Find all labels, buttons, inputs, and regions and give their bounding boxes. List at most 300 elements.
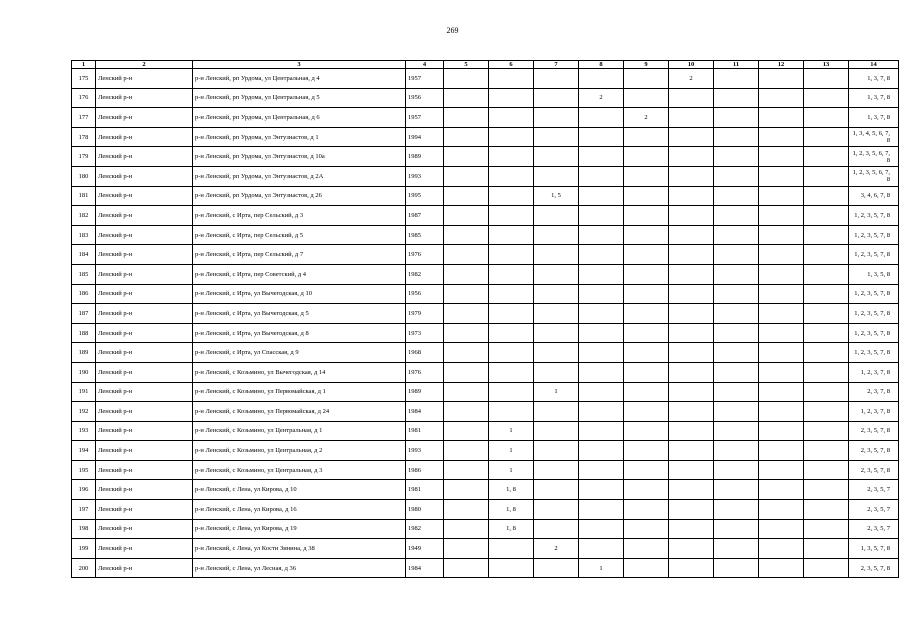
- table-cell: [444, 69, 489, 89]
- table-cell: [534, 206, 579, 226]
- table-cell: [534, 460, 579, 480]
- table-cell: р-н Ленский, с Лена, ул Кости Зинина, д 38: [193, 539, 406, 559]
- table-cell: [804, 69, 849, 89]
- table-cell: [444, 402, 489, 422]
- table-cell: [669, 323, 714, 343]
- table-cell: [624, 88, 669, 108]
- table-cell: Ленский р-н: [96, 88, 193, 108]
- table-cell: [444, 264, 489, 284]
- table-cell: [669, 166, 714, 186]
- table-header-row: [72, 61, 899, 69]
- table-cell: [444, 108, 489, 128]
- table-cell: [444, 519, 489, 539]
- table-cell: [579, 264, 624, 284]
- table-cell: [759, 108, 804, 128]
- table-cell: 1, 3, 7, 8: [849, 88, 899, 108]
- table-cell: [714, 480, 759, 500]
- table-cell: [804, 245, 849, 265]
- table-cell: [759, 206, 804, 226]
- table-row: [72, 362, 899, 382]
- table-cell: Ленский р-н: [96, 441, 193, 461]
- table-cell: 1957: [406, 69, 444, 89]
- table-row: [72, 166, 899, 186]
- table-row: [72, 441, 899, 461]
- column-header: 11: [714, 61, 759, 69]
- table-cell: [804, 147, 849, 167]
- table-cell: 195: [72, 460, 96, 480]
- table-cell: р-н Ленский, с Ирта, пер Сельский, д 5: [193, 225, 406, 245]
- table-cell: [444, 460, 489, 480]
- table-body: [72, 69, 899, 578]
- table-cell: 192: [72, 402, 96, 422]
- table-cell: [624, 69, 669, 89]
- table-cell: [579, 69, 624, 89]
- table-cell: 198: [72, 519, 96, 539]
- table-cell: 1, 3, 5, 8: [849, 264, 899, 284]
- table-cell: 1979: [406, 304, 444, 324]
- table-cell: [759, 539, 804, 559]
- table-cell: [444, 480, 489, 500]
- table-cell: 1986: [406, 460, 444, 480]
- table-row: [72, 539, 899, 559]
- table-cell: [444, 539, 489, 559]
- table-cell: [669, 245, 714, 265]
- table-cell: Ленский р-н: [96, 166, 193, 186]
- table-cell: [624, 323, 669, 343]
- table-cell: [489, 284, 534, 304]
- table-cell: [759, 421, 804, 441]
- table-cell: 2, 3, 5, 7, 8: [849, 421, 899, 441]
- table-cell: [534, 480, 579, 500]
- table-cell: [579, 539, 624, 559]
- table-cell: [759, 402, 804, 422]
- table-cell: [669, 304, 714, 324]
- table-cell: [759, 225, 804, 245]
- table-cell: [534, 147, 579, 167]
- table-cell: р-н Ленский, с Ирта, пер Советский, д 4: [193, 264, 406, 284]
- table-cell: [804, 225, 849, 245]
- table-cell: р-н Ленский, с Козьмино, ул Первомайская, д 1: [193, 382, 406, 402]
- table-cell: [714, 421, 759, 441]
- table-row: [72, 460, 899, 480]
- column-header: 12: [759, 61, 804, 69]
- table-cell: [714, 206, 759, 226]
- table-cell: [579, 402, 624, 422]
- table-cell: [444, 421, 489, 441]
- table-cell: [624, 519, 669, 539]
- table-cell: [579, 304, 624, 324]
- table-cell: 184: [72, 245, 96, 265]
- table-cell: [669, 421, 714, 441]
- column-header: 13: [804, 61, 849, 69]
- table-cell: [444, 441, 489, 461]
- table-cell: Ленский р-н: [96, 264, 193, 284]
- table-cell: [759, 382, 804, 402]
- table-cell: 2, 3, 5, 7: [849, 519, 899, 539]
- table-cell: 1976: [406, 245, 444, 265]
- table-cell: [579, 245, 624, 265]
- table-cell: 190: [72, 362, 96, 382]
- table-cell: 178: [72, 127, 96, 147]
- table-cell: [624, 186, 669, 206]
- table-cell: [804, 323, 849, 343]
- table-row: [72, 500, 899, 520]
- table-cell: р-н Ленский, с Лена, ул Кирова, д 19: [193, 519, 406, 539]
- table-cell: [624, 421, 669, 441]
- table-cell: [669, 225, 714, 245]
- table-cell: [534, 108, 579, 128]
- table-cell: [714, 108, 759, 128]
- table-cell: р-н Ленский, с Ирта, ул Вычегодская, д 10: [193, 284, 406, 304]
- table-cell: [759, 264, 804, 284]
- table-cell: р-н Ленский, с Козьмино, ул Вычегодская, д 14: [193, 362, 406, 382]
- table-cell: [714, 304, 759, 324]
- table-row: [72, 225, 899, 245]
- column-header: 3: [193, 61, 406, 69]
- table-cell: [444, 88, 489, 108]
- table-cell: 1, 3, 7, 8: [849, 69, 899, 89]
- table-cell: Ленский р-н: [96, 539, 193, 559]
- table-cell: [714, 402, 759, 422]
- table-cell: 1989: [406, 147, 444, 167]
- table-cell: [714, 225, 759, 245]
- table-cell: 1968: [406, 343, 444, 363]
- table-cell: 177: [72, 108, 96, 128]
- table-cell: [489, 225, 534, 245]
- table-cell: [624, 500, 669, 520]
- table-cell: Ленский р-н: [96, 382, 193, 402]
- table-cell: [489, 108, 534, 128]
- table-cell: 188: [72, 323, 96, 343]
- table-cell: р-н Ленский, рп Урдома, ул Энтузиастов, д 26: [193, 186, 406, 206]
- table-cell: Ленский р-н: [96, 421, 193, 441]
- table-cell: [579, 421, 624, 441]
- table-cell: [669, 539, 714, 559]
- table-cell: [579, 225, 624, 245]
- table-cell: [489, 323, 534, 343]
- table-cell: Ленский р-н: [96, 362, 193, 382]
- table-cell: Ленский р-н: [96, 460, 193, 480]
- table-cell: 196: [72, 480, 96, 500]
- table-cell: [759, 88, 804, 108]
- table-cell: р-н Ленский, с Козьмино, ул Первомайская, д 24: [193, 402, 406, 422]
- table-cell: 1957: [406, 108, 444, 128]
- table-cell: [534, 441, 579, 461]
- table-cell: [534, 558, 579, 578]
- table-cell: [714, 519, 759, 539]
- table-cell: 1, 2, 3, 7, 8: [849, 402, 899, 422]
- table-cell: [489, 539, 534, 559]
- table-cell: [714, 382, 759, 402]
- table-cell: [579, 382, 624, 402]
- table-cell: [534, 69, 579, 89]
- table-cell: р-н Ленский, с Козьмино, ул Центральная, д 2: [193, 441, 406, 461]
- table-cell: 2, 3, 5, 7: [849, 480, 899, 500]
- table-cell: [624, 402, 669, 422]
- table-cell: [804, 127, 849, 147]
- table-cell: [669, 206, 714, 226]
- table-cell: 1, 2, 3, 5, 6, 7, 8: [849, 166, 899, 186]
- table-cell: 1984: [406, 402, 444, 422]
- table-cell: [759, 460, 804, 480]
- table-cell: [669, 264, 714, 284]
- table-cell: [804, 264, 849, 284]
- table-cell: [669, 460, 714, 480]
- table-cell: [444, 206, 489, 226]
- table-row: [72, 245, 899, 265]
- table-cell: р-н Ленский, рп Урдома, ул Энтузиастов, д 1: [193, 127, 406, 147]
- table-cell: 200: [72, 558, 96, 578]
- table-cell: [534, 166, 579, 186]
- table-cell: [714, 323, 759, 343]
- table-cell: [624, 264, 669, 284]
- table-cell: Ленский р-н: [96, 500, 193, 520]
- table-cell: [669, 108, 714, 128]
- table-cell: 183: [72, 225, 96, 245]
- table-cell: [489, 343, 534, 363]
- table-cell: 1, 8: [489, 500, 534, 520]
- table-cell: 1: [489, 421, 534, 441]
- table-cell: [489, 558, 534, 578]
- table-cell: [759, 186, 804, 206]
- table-cell: [624, 147, 669, 167]
- table-cell: [804, 421, 849, 441]
- table-cell: [804, 519, 849, 539]
- table-cell: [534, 421, 579, 441]
- table-cell: 1984: [406, 558, 444, 578]
- table-cell: 1956: [406, 284, 444, 304]
- table-cell: [759, 147, 804, 167]
- table-row: [72, 69, 899, 89]
- table-cell: [444, 382, 489, 402]
- table-row: [72, 147, 899, 167]
- table-cell: [804, 206, 849, 226]
- table-cell: [714, 558, 759, 578]
- table-cell: Ленский р-н: [96, 519, 193, 539]
- table-cell: 1993: [406, 441, 444, 461]
- table-cell: 193: [72, 421, 96, 441]
- table-cell: [714, 500, 759, 520]
- table-cell: р-н Ленский, рп Урдома, ул Энтузиастов, д 2А: [193, 166, 406, 186]
- table-cell: [444, 304, 489, 324]
- table-cell: Ленский р-н: [96, 127, 193, 147]
- table-cell: Ленский р-н: [96, 323, 193, 343]
- table-cell: [444, 284, 489, 304]
- table-cell: [534, 245, 579, 265]
- table-cell: [579, 460, 624, 480]
- table-cell: Ленский р-н: [96, 558, 193, 578]
- table-cell: 181: [72, 186, 96, 206]
- table-cell: [489, 402, 534, 422]
- table-cell: 1, 2, 3, 7, 8: [849, 362, 899, 382]
- table-cell: [714, 441, 759, 461]
- table-cell: р-н Ленский, с Лена, ул Кирова, д 10: [193, 480, 406, 500]
- table-cell: [714, 343, 759, 363]
- column-header: 8: [579, 61, 624, 69]
- table-cell: [534, 264, 579, 284]
- column-header: 6: [489, 61, 534, 69]
- table-cell: 1, 3, 7, 8: [849, 108, 899, 128]
- table-cell: р-н Ленский, с Ирта, ул Спасская, д 9: [193, 343, 406, 363]
- table-cell: 1949: [406, 539, 444, 559]
- table-cell: [669, 441, 714, 461]
- table-cell: [759, 343, 804, 363]
- table-cell: 2: [579, 88, 624, 108]
- table-cell: [489, 186, 534, 206]
- table-cell: 1: [579, 558, 624, 578]
- table-cell: [714, 147, 759, 167]
- table-cell: 1981: [406, 480, 444, 500]
- table-cell: [624, 362, 669, 382]
- table-cell: Ленский р-н: [96, 206, 193, 226]
- table-cell: 1982: [406, 519, 444, 539]
- table-cell: [624, 304, 669, 324]
- table-cell: 1, 2, 3, 5, 7, 8: [849, 304, 899, 324]
- table-cell: [804, 382, 849, 402]
- table-cell: 3, 4, 6, 7, 8: [849, 186, 899, 206]
- table-row: [72, 343, 899, 363]
- table-cell: [669, 402, 714, 422]
- table-cell: [759, 441, 804, 461]
- table-cell: 199: [72, 539, 96, 559]
- table-cell: [804, 441, 849, 461]
- table-cell: Ленский р-н: [96, 343, 193, 363]
- table-cell: [579, 206, 624, 226]
- table-cell: [714, 166, 759, 186]
- table-cell: 1956: [406, 88, 444, 108]
- table-cell: [759, 166, 804, 186]
- table-cell: р-н Ленский, с Ирта, пер Сельский, д 3: [193, 206, 406, 226]
- table-cell: [759, 500, 804, 520]
- table-cell: [624, 245, 669, 265]
- table-cell: 1, 2, 3, 5, 6, 7, 8: [849, 147, 899, 167]
- table-cell: [534, 362, 579, 382]
- table-cell: р-н Ленский, рп Урдома, ул Центральная, д 4: [193, 69, 406, 89]
- table-cell: [669, 186, 714, 206]
- table-cell: [759, 558, 804, 578]
- table-cell: [804, 186, 849, 206]
- table-cell: 2, 3, 7, 8: [849, 382, 899, 402]
- table-cell: р-н Ленский, с Ирта, пер Сельский, д 7: [193, 245, 406, 265]
- table-cell: Ленский р-н: [96, 225, 193, 245]
- table-cell: [714, 539, 759, 559]
- table-cell: [579, 186, 624, 206]
- table-cell: [759, 304, 804, 324]
- table-cell: [804, 343, 849, 363]
- table-cell: 1973: [406, 323, 444, 343]
- table-cell: [624, 284, 669, 304]
- table-cell: 194: [72, 441, 96, 461]
- table-cell: [489, 127, 534, 147]
- table-cell: [624, 558, 669, 578]
- table-cell: [804, 500, 849, 520]
- table-cell: 2: [534, 539, 579, 559]
- table-cell: [444, 186, 489, 206]
- table-cell: [579, 480, 624, 500]
- page-number: 269: [446, 26, 459, 35]
- table-cell: Ленский р-н: [96, 284, 193, 304]
- table-cell: 2, 3, 5, 7, 8: [849, 441, 899, 461]
- table-cell: [444, 323, 489, 343]
- table-cell: Ленский р-н: [96, 480, 193, 500]
- table-cell: [579, 147, 624, 167]
- table-cell: [804, 460, 849, 480]
- table-cell: [534, 225, 579, 245]
- table-cell: 1982: [406, 264, 444, 284]
- table-row: [72, 206, 899, 226]
- table-cell: [489, 245, 534, 265]
- table-cell: [534, 304, 579, 324]
- table-cell: 185: [72, 264, 96, 284]
- table-cell: [669, 558, 714, 578]
- table-cell: [669, 343, 714, 363]
- table-cell: [534, 343, 579, 363]
- column-header: 4: [406, 61, 444, 69]
- table-cell: [444, 500, 489, 520]
- table-cell: [759, 284, 804, 304]
- table-cell: [489, 382, 534, 402]
- table-cell: р-н Ленский, с Лена, ул Лесная, д 36: [193, 558, 406, 578]
- column-header: 7: [534, 61, 579, 69]
- table-cell: [624, 480, 669, 500]
- table-cell: [669, 284, 714, 304]
- table-cell: Ленский р-н: [96, 186, 193, 206]
- table-cell: [714, 186, 759, 206]
- table-cell: 1, 2, 3, 5, 7, 8: [849, 225, 899, 245]
- table-cell: 191: [72, 382, 96, 402]
- table-row: [72, 558, 899, 578]
- table-cell: 1989: [406, 382, 444, 402]
- table-cell: [489, 304, 534, 324]
- table-row: [72, 88, 899, 108]
- table-cell: 176: [72, 88, 96, 108]
- table-cell: р-н Ленский, с Козьмино, ул Центральная, д 3: [193, 460, 406, 480]
- table-cell: 1, 8: [489, 480, 534, 500]
- table-row: [72, 402, 899, 422]
- table-cell: [759, 519, 804, 539]
- table-cell: Ленский р-н: [96, 245, 193, 265]
- table-cell: 1980: [406, 500, 444, 520]
- column-header: 1: [72, 61, 96, 69]
- table-cell: [579, 284, 624, 304]
- table-cell: [759, 362, 804, 382]
- table-cell: [489, 166, 534, 186]
- table-cell: [444, 558, 489, 578]
- table-cell: [624, 382, 669, 402]
- table-cell: [759, 480, 804, 500]
- table-cell: р-н Ленский, с Лена, ул Кирова, д 16: [193, 500, 406, 520]
- table-row: [72, 108, 899, 128]
- table-cell: 1, 2, 3, 5, 7, 8: [849, 245, 899, 265]
- table-cell: 1, 2, 3, 5, 7, 8: [849, 206, 899, 226]
- table-cell: р-н Ленский, рп Урдома, ул Центральная, д 5: [193, 88, 406, 108]
- table-cell: [804, 88, 849, 108]
- table-cell: [444, 225, 489, 245]
- table-cell: [804, 284, 849, 304]
- table-cell: 1: [489, 441, 534, 461]
- table-cell: [444, 343, 489, 363]
- table-cell: Ленский р-н: [96, 304, 193, 324]
- table-cell: [804, 539, 849, 559]
- table-cell: [804, 304, 849, 324]
- table-cell: [624, 460, 669, 480]
- table-cell: [489, 88, 534, 108]
- table-cell: [489, 264, 534, 284]
- table-cell: [759, 323, 804, 343]
- table-cell: [624, 166, 669, 186]
- table-cell: 189: [72, 343, 96, 363]
- table-cell: 1, 2, 3, 5, 7, 8: [849, 343, 899, 363]
